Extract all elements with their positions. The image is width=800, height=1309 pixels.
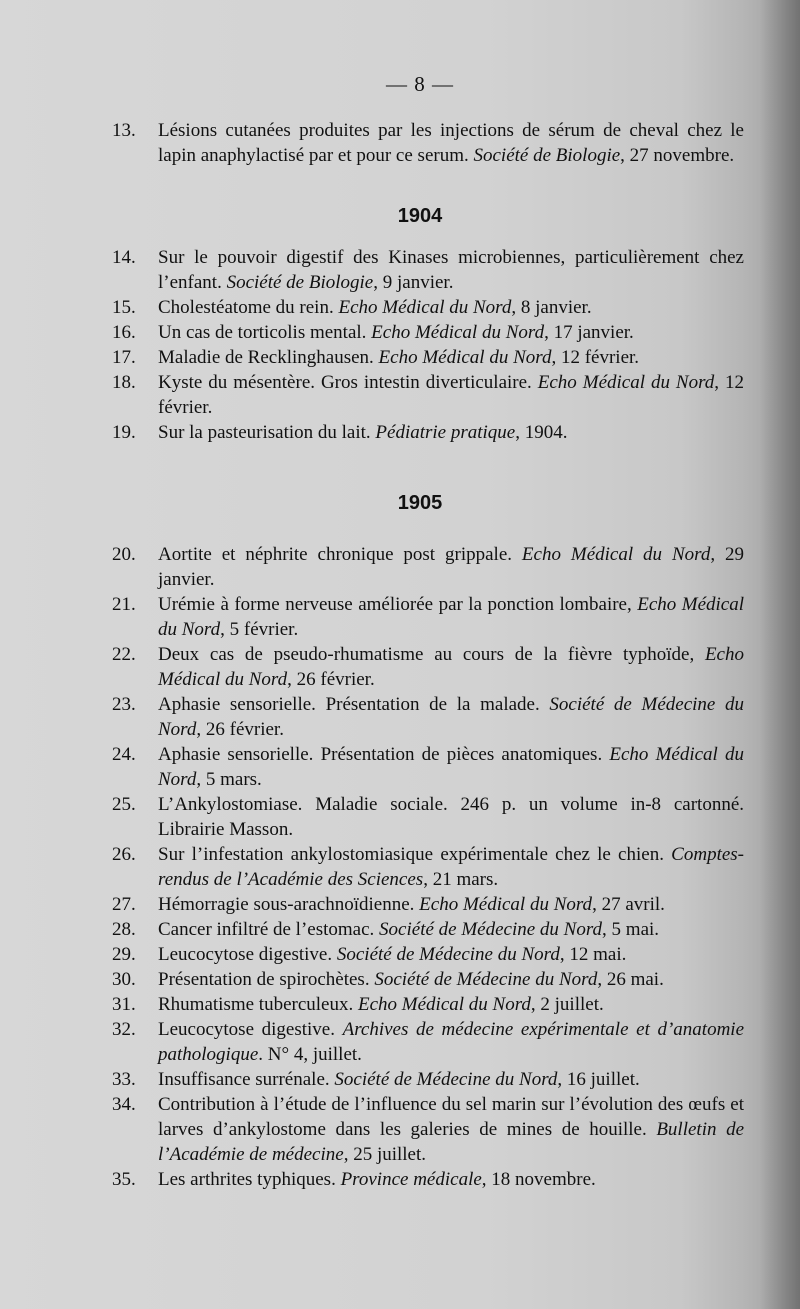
entry-date: , 9 janvier. <box>373 272 454 293</box>
bibliography-entry <box>112 942 744 967</box>
entry-source: Echo Médical du Nord <box>378 347 552 368</box>
entry-date: , 26 février. <box>287 669 375 690</box>
entry-number: 18. <box>112 372 136 393</box>
entry-number: 20. <box>112 544 136 565</box>
bibliography-entry <box>112 917 744 942</box>
year-heading: 1905 <box>397 492 443 514</box>
bibliography-entry <box>112 792 744 842</box>
entry-number: 17. <box>112 347 136 368</box>
entry-title: Les arthrites typhiques. <box>158 1169 341 1190</box>
entry-number: 19. <box>112 422 136 443</box>
entry-date: . N° 4, juillet. <box>258 1044 362 1065</box>
entry-date: , 17 janvier. <box>544 322 634 343</box>
bibliography-entry <box>112 642 744 692</box>
entry-source: Société de Médecine du Nord <box>158 694 744 740</box>
entry-source: Echo Médical du Nord <box>158 644 744 690</box>
entry-source: Echo Médical du Nord <box>357 994 531 1015</box>
entry-title: Cholestéatome du rein. <box>158 297 339 318</box>
entry-title: Maladie de Recklinghausen. <box>158 347 379 368</box>
bibliography-entry <box>112 1167 744 1192</box>
bibliography-entry <box>112 370 744 420</box>
entry-title: Sur la pasteurisation du lait. <box>158 422 376 443</box>
entry-title: Kyste du mésentère. Gros intestin diverticulaire. <box>158 372 538 393</box>
entry-title: Présentation de spirochètes. <box>158 969 375 990</box>
bibliography-entry <box>112 842 744 892</box>
entry-date: , 5 mai. <box>602 919 660 940</box>
entry-source: Archives de médecine expérimentale et d’anatomie pathologique <box>158 1019 745 1065</box>
entry-source: Echo Médical du Nord <box>521 544 711 565</box>
entry-number: 33. <box>112 1069 136 1090</box>
bibliography-entry <box>112 892 744 917</box>
entry-title: Aortite et néphrite chronique post grippale. <box>158 544 522 565</box>
bibliography-entry <box>112 1017 744 1067</box>
year-heading: 1904 <box>397 205 443 227</box>
entry-date: , 18 novembre. <box>481 1169 596 1190</box>
entry-number: 24. <box>112 744 136 765</box>
bibliography-entry <box>112 692 744 742</box>
bibliography-entry <box>112 1067 744 1092</box>
entry-date: , 12 février. <box>158 372 745 418</box>
entry-date: , 27 novembre. <box>620 145 735 166</box>
entry-source: Société de Médecine du Nord <box>334 1069 558 1090</box>
entry-source: Bulletin de l’Académie de médecine <box>158 1119 744 1165</box>
entry-number: 31. <box>112 994 136 1015</box>
bibliography-entry <box>112 245 744 295</box>
entry-title: Rhumatisme tuberculeux. <box>158 994 358 1015</box>
entry-date: , 12 mai. <box>559 944 627 965</box>
entry-date: , 29 janvier. <box>158 544 744 590</box>
entry-source: Province médicale <box>340 1169 482 1190</box>
entry-source: Société de Médecine du Nord <box>336 944 560 965</box>
bibliography-entry <box>112 420 744 445</box>
entry-source: Echo Médical du Nord <box>338 297 512 318</box>
bibliography-entry <box>112 295 744 320</box>
entry-date: , 26 mai. <box>597 969 664 990</box>
entry-title: Sur le pouvoir digestif des Kinases microbiennes, particulièrement chez l’enfant. <box>158 247 744 293</box>
bibliography-entry <box>112 742 744 792</box>
entry-date: , 21 mars. <box>423 869 499 890</box>
entry-title: Un cas de torticolis mental. <box>158 322 372 343</box>
entry-source: Echo Médical du Nord <box>158 594 745 640</box>
entry-number: 22. <box>112 644 136 665</box>
entry-title: Leucocytose digestive. <box>158 1019 343 1040</box>
entry-number: 21. <box>112 594 136 615</box>
entry-number: 27. <box>112 894 136 915</box>
entry-title: Aphasie sensorielle. Présentation de la malade. <box>158 694 550 715</box>
entry-number: 25. <box>112 794 136 815</box>
entry-source: Echo Médical du Nord <box>537 372 715 393</box>
entry-title: Cancer infiltré de l’estomac. <box>158 919 380 940</box>
entry-group <box>112 542 744 1192</box>
bibliography-entry <box>112 1092 744 1167</box>
bibliography-entry <box>112 967 744 992</box>
bibliography-entry <box>112 592 744 642</box>
entry-date: , 8 janvier. <box>511 297 592 318</box>
entry-source: Echo Médical du Nord <box>371 322 545 343</box>
entry-title: Deux cas de pseudo-rhumatisme au cours de la fièvre typhoïde, <box>158 644 705 665</box>
entry-date: , 5 mars. <box>196 769 262 790</box>
entry-number: 28. <box>112 919 136 940</box>
entry-date: , 16 juillet. <box>557 1069 640 1090</box>
entry-title: Urémie à forme nerveuse améliorée par la ponction lombaire, <box>158 594 638 615</box>
entry-number: 13. <box>112 120 136 141</box>
entry-source: Echo Médical du Nord <box>158 744 744 790</box>
entry-title: L’Ankylostomiase. Maladie sociale. 246 p. un volume in-8 cartonné. Librairie Masson. <box>158 794 744 840</box>
entry-title: Sur l’infestation ankylostomiasique expérimentale chez le chien. <box>158 844 672 865</box>
entry-source: Société de Médecine du Nord <box>379 919 603 940</box>
entry-date: , 2 juillet. <box>530 994 604 1015</box>
entry-source: Pédiatrie pratique <box>375 422 516 443</box>
entry-group <box>112 245 744 445</box>
entry-date: , 27 avril. <box>592 894 665 915</box>
bibliography-entry <box>112 542 744 592</box>
bibliography-entry <box>112 345 744 370</box>
entry-source: Société de Biologie <box>473 145 621 166</box>
entry-date: , 26 février. <box>196 719 284 740</box>
entry-number: 16. <box>112 322 136 343</box>
entry-title: Leucocytose digestive. <box>158 944 337 965</box>
entry-title: Contribution à l’étude de l’influence du sel marin sur l’évolution des œufs et larves d’ankylostome dans les galeries de mines de houille. <box>158 1094 744 1140</box>
entry-number: 34. <box>112 1094 136 1115</box>
bibliography-entry <box>112 992 744 1017</box>
bibliography-entry <box>112 118 744 168</box>
entry-number: 35. <box>112 1169 136 1190</box>
entry-title: Insuffisance surrénale. <box>158 1069 335 1090</box>
entry-source: Société de Biologie <box>226 272 374 293</box>
entry-number: 26. <box>112 844 136 865</box>
entry-number: 14. <box>112 247 136 268</box>
page-number: — 8 — <box>386 72 454 96</box>
entry-number: 29. <box>112 944 136 965</box>
entry-date: , 1904. <box>515 422 568 443</box>
entry-source: Comptes-rendus de l’Académie des Sciences <box>158 844 744 890</box>
entry-source: Echo Médical du Nord <box>419 894 593 915</box>
entry-title: Aphasie sensorielle. Présentation de pièces anatomiques. <box>158 744 610 765</box>
entry-date: , 5 février. <box>220 619 299 640</box>
entry-date: , 12 février. <box>551 347 640 368</box>
entry-title: Lésions cutanées produites par les injections de sérum de cheval chez le lapin anaphylactisé par et pour ce serum. <box>158 120 744 166</box>
bibliography-entry <box>112 320 744 345</box>
entry-source: Société de Médecine du Nord <box>374 969 598 990</box>
entry-number: 23. <box>112 694 136 715</box>
entry-number: 15. <box>112 297 136 318</box>
entry-title: Hémorragie sous-arachnoïdienne. <box>158 894 420 915</box>
entry-number: 32. <box>112 1019 136 1040</box>
page-edge-shadow <box>760 0 800 1309</box>
entry-date: , 25 juillet. <box>343 1144 427 1165</box>
entry-group <box>112 118 744 168</box>
entry-number: 30. <box>112 969 136 990</box>
